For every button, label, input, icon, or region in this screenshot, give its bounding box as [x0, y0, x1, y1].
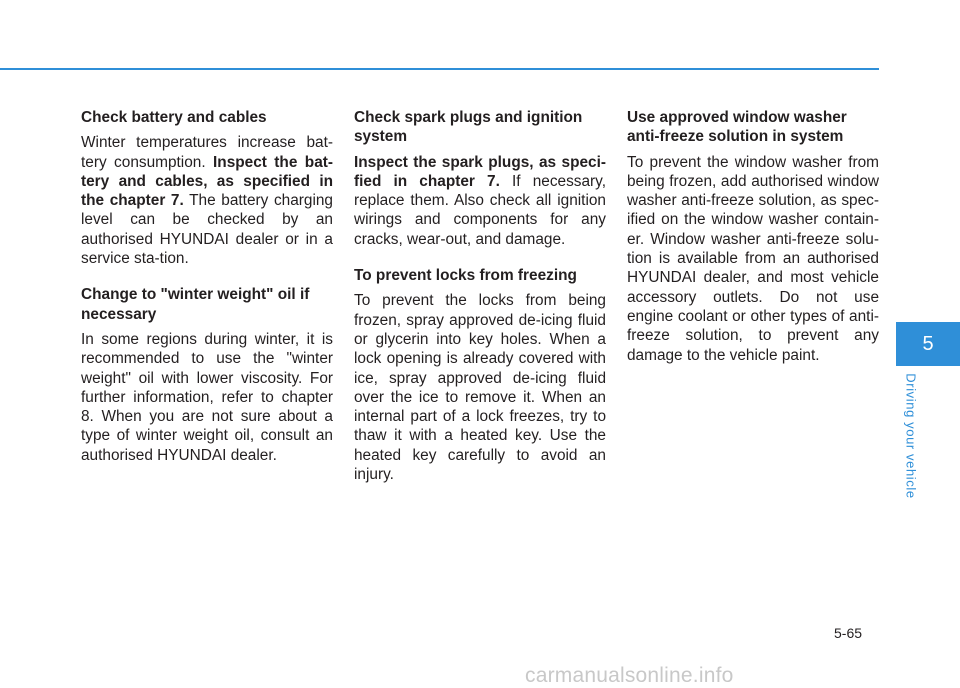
paragraph-spark-plugs: [354, 153, 606, 249]
heading-spark-plugs: Check spark plugs and ignition system: [354, 109, 583, 146]
paragraph-washer: To prevent the window washer from being frozen, add authorised window washer anti-freeze solution, as spec-ified on the window washer contain-er. Window washer anti-freeze solu-tion is available from an authorised HYUNDAI dealer, and most vehicle accessory outlets. Do not use engine coolant or other types of anti-freeze solution, to prevent any damage to the vehicle paint.: [627, 153, 879, 364]
chapter-title-wrap: [896, 372, 926, 500]
heading-washer-antifreeze: Use approved window washer anti-freeze solution in system: [627, 109, 847, 146]
column-2: [354, 108, 606, 484]
chapter-tab: [896, 322, 960, 366]
heading-check-battery: Check battery and cables: [81, 109, 267, 126]
column-3: [627, 108, 879, 365]
heading-locks-freezing: To prevent locks from freezing: [354, 267, 577, 285]
header-rule: [0, 68, 879, 70]
page-number: 5-65: [834, 625, 863, 641]
chapter-number: 5: [922, 332, 934, 355]
heading-winter-oil: Change to "winter weight" oil if necessary: [81, 286, 310, 323]
spark-text-1: If necessary, replace them. Also check all ignition wirings and components for any cracks, wear-out, and damage.: [354, 172, 606, 248]
battery-text-2: The battery charging level can be checked by an authorised HYUNDAI dealer or in a service sta-tion.: [81, 192, 333, 268]
column-1: [81, 108, 333, 465]
chapter-title: Driving your vehicle: [903, 373, 919, 499]
paragraph-winter-oil: In some regions during winter, it is recommended to use the "winter weight" oil with lower viscosity. For further information, refer to chapter 8. When you are not sure about a type of winter weight oil, consult an authorised HYUNDAI dealer.: [81, 330, 333, 464]
paragraph-locks: To prevent the locks from being frozen, spray approved de-icing fluid or glycerin into key holes. When a lock opening is already covered with ice, spray approved de-icing fluid over the ice to remove it. When an internal part of a lock freezes, try to thaw it with a heated key. Use the heated key carefully to avoid an injury.: [354, 292, 606, 484]
spark-text-bold: Inspect the spark plugs, as speci-fied in chapter 7.: [354, 153, 606, 190]
battery-text-1: Winter temperatures increase bat-tery consumption.: [81, 134, 333, 171]
paragraph-battery: [81, 133, 333, 268]
watermark: carmanualsonline.info: [525, 664, 734, 687]
battery-text-bold: Inspect the bat-tery and cables, as specified in the chapter 7.: [81, 153, 334, 210]
